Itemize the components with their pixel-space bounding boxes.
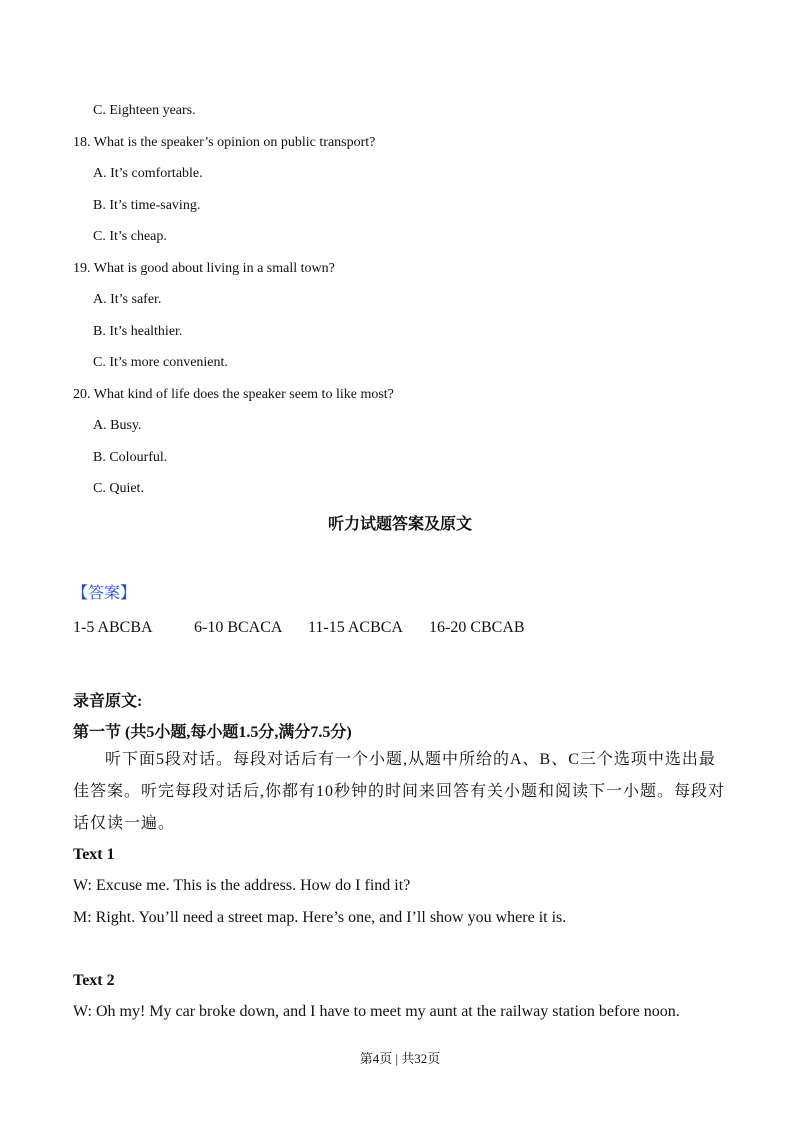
text1-woman-line: W: Excuse me. This is the address. How do I find it?	[73, 877, 411, 894]
section1-title: 第一节 (共5小题,每小题1.5分,满分7.5分)	[73, 724, 352, 741]
answer-section-title: 听力试题答案及原文	[327, 516, 472, 533]
q20-stem: 20. What kind of life does the speaker seem to like most?	[73, 387, 394, 402]
text1-man-line: M: Right. You’ll need a street map. Here’s one, and I’ll show you where it is.	[73, 909, 567, 926]
text2-label: Text 2	[73, 972, 115, 989]
page-footer: 第4页 | 共32页	[359, 1051, 441, 1066]
q19-option-a: A. It’s safer.	[93, 292, 162, 307]
answer-group-3: 11-15 ACBCA	[308, 619, 403, 636]
q20-option-b: B. Colourful.	[93, 450, 168, 465]
q19-option-c: C. It’s more convenient.	[93, 355, 228, 370]
section1-instructions: 听下面5段对话。每段对话后有一个小题,从题中所给的A、B、C三个选项中选出最佳答案。听完每段对话后,你都有10秒钟的时间来回答有关小题和阅读下一小题。每段对话仅读一遍。	[73, 751, 726, 832]
q18-option-a: A. It’s comfortable.	[93, 166, 203, 181]
q20-option-a: A. Busy.	[93, 418, 142, 433]
q19-option-b: B. It’s healthier.	[93, 324, 183, 339]
q18-option-b: B. It’s time-saving.	[93, 198, 201, 213]
text1-label: Text 1	[73, 846, 115, 863]
transcript-heading: 录音原文:	[73, 693, 143, 710]
q20-option-c: C. Quiet.	[93, 481, 144, 496]
answer-key	[73, 619, 525, 637]
q17-option-c: C. Eighteen years.	[93, 103, 196, 118]
text2-woman-line: W: Oh my! My car broke down, and I have to meet my aunt at the railway station before noon.	[73, 1003, 680, 1020]
q18-option-c: C. It’s cheap.	[93, 229, 167, 244]
answer-group-4: 16-20 CBCAB	[429, 619, 525, 636]
q19-stem: 19. What is good about living in a small town?	[73, 261, 335, 276]
answer-tag: 【答案】	[72, 585, 137, 602]
q18-stem: 18. What is the speaker’s opinion on public transport?	[73, 135, 376, 150]
answer-group-2: 6-10 BCACA	[194, 619, 283, 636]
answer-group-1: 1-5 ABCBA	[73, 619, 153, 636]
